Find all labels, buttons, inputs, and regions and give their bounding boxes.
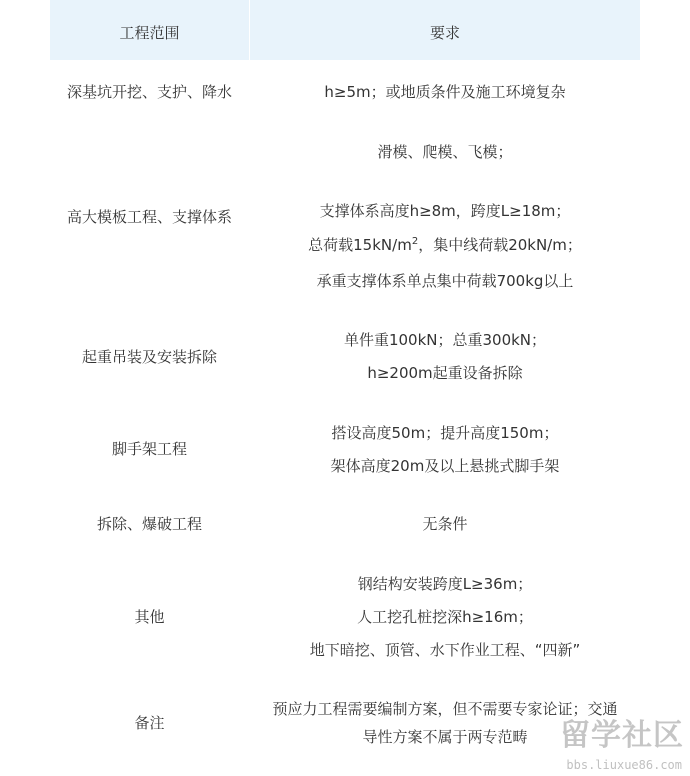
- row-requirement: 承重支撑体系单点集中荷载700kg以上: [316, 272, 574, 290]
- row-scope: 其他: [134, 608, 165, 626]
- table-header: [50, 0, 640, 60]
- load-text: 总荷载15kN/m: [308, 236, 412, 254]
- row-scope: 深基坑开挖、支护、降水: [66, 83, 232, 101]
- row-requirement: h≥5m；或地质条件及施工环境复杂: [324, 83, 566, 101]
- row-requirement: 导性方案不属于两专范畴: [362, 728, 528, 746]
- row-requirement: 人工挖孔桩挖深h≥16m；: [357, 608, 533, 626]
- row-requirement: 无条件: [422, 515, 468, 533]
- row-requirement: 钢结构安装跨度L≥36m；: [357, 575, 533, 593]
- row-requirement: 搭设高度50m；提升高度150m；: [331, 424, 559, 442]
- header-scope: 工程范围: [119, 24, 180, 42]
- header-requirement: 要求: [429, 24, 460, 42]
- row-requirement: 预应力工程需要编制方案，但不需要专家论证；交通: [272, 700, 618, 718]
- row-scope: 高大模板工程、支撑体系: [66, 208, 232, 226]
- row-scope: 起重吊装及安装拆除: [81, 348, 217, 366]
- row-requirement: [250, 234, 640, 255]
- row-requirement: 滑模、爬模、飞模；: [377, 143, 513, 161]
- row-requirement: 地下暗挖、顶管、水下作业工程、“四新”: [309, 641, 581, 659]
- load-text-cont: ，集中线荷载20kN/m；: [418, 236, 582, 254]
- exponent: 2: [411, 236, 419, 247]
- row-requirement: 支撑体系高度h≥8m，跨度L≥18m；: [319, 202, 571, 220]
- watermark-url: bbs.liuxue86.com: [566, 758, 682, 772]
- row-requirement: h≥200m起重设备拆除: [367, 364, 523, 382]
- watermark-logo: 留学社区: [560, 718, 684, 753]
- row-scope: 拆除、爆破工程: [96, 515, 202, 533]
- row-requirement: 单件重100kN；总重300kN；: [343, 331, 547, 349]
- row-scope: 脚手架工程: [111, 440, 187, 458]
- row-scope: 备注: [134, 714, 165, 732]
- row-requirement: 架体高度20m及以上悬挑式脚手架: [330, 457, 560, 475]
